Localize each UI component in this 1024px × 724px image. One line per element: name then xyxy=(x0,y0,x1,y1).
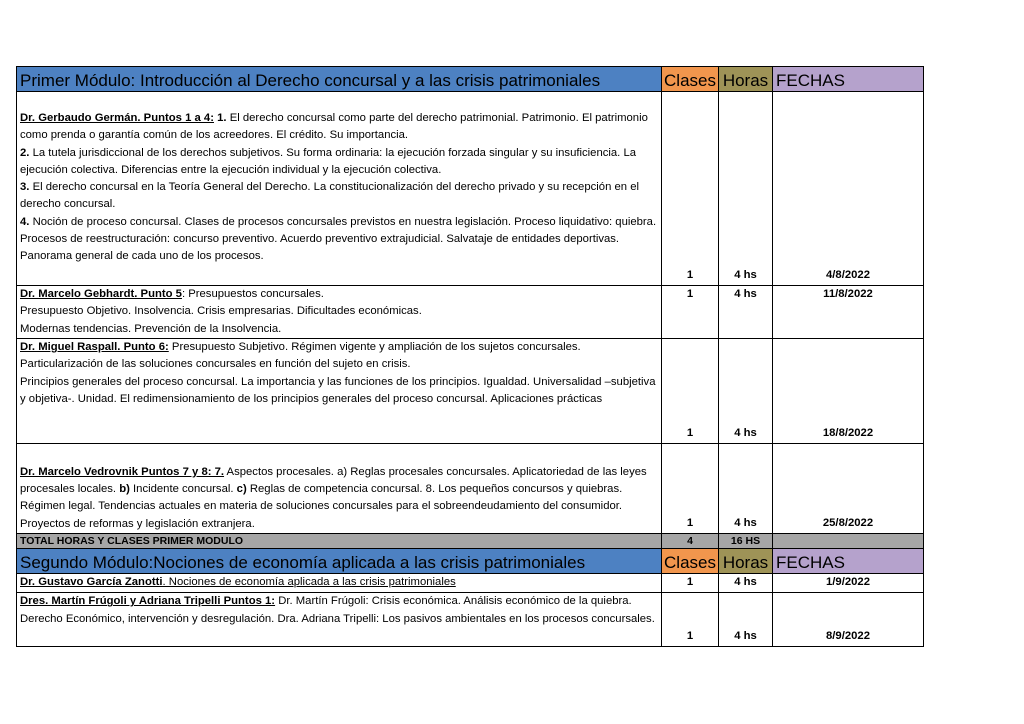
row-description: Dr. Marcelo Vedrovnik Puntos 7 y 8: 7. Aspectos procesales. a) Reglas procesales concursales. Aplicatoriedad de las leyes procesales locales. b) Incidente concursal. c) Reglas de competencia concursal. 8. Los pequeños concursos y quiebras. Régimen legal. Tendencias actuales en materia de soluciones concursales para el sobreendeudamiento del consumidor. Proyectos de reformas y legislación extranjera. xyxy=(17,444,662,534)
speaker-name: Dr. Gustavo García Zanotti xyxy=(20,576,163,588)
module2-horas-header: Horas xyxy=(719,549,773,574)
clases-cell: 1 xyxy=(662,339,719,444)
module2-fechas-header: FECHAS xyxy=(773,549,924,574)
speaker-name: Dr. Marcelo Vedrovnik Puntos 7 y 8: 7. xyxy=(20,465,225,478)
schedule-table xyxy=(16,66,924,647)
horas-cell: 4 hs xyxy=(719,593,773,647)
table-row xyxy=(17,286,924,339)
module1-title: Primer Módulo: Introducción al Derecho concursal y a las crisis patrimoniales xyxy=(17,67,662,92)
horas-cell: 4 hs xyxy=(719,339,773,444)
horas-cell: 4 hs xyxy=(719,574,773,593)
fecha-cell: 1/9/2022 xyxy=(773,574,924,593)
fecha-cell: 8/9/2022 xyxy=(773,593,924,647)
row-description: Dr. Gustavo García Zanotti. Nociones de economía aplicada a las crisis patrimoniales xyxy=(17,574,662,593)
clases-cell: 1 xyxy=(662,286,719,339)
row-description: Dr. Gerbaudo Germán. Puntos 1 a 4: 1. El derecho concursal como parte del derecho patrimonial. Patrimonio. El patrimonio como prenda o garantía común de los acreedores. El crédito. Su importancia. 2. La tutela jurisdiccional de los derechos subjetivos. Su forma ordinaria: la ejecución forzada singular y su insuficiencia. La ejecución colectiva. Diferencias entre la ejecución individual y la ejecución colectiva. 3. El derecho concursal en la Teoría General del Derecho. La constitucionalización del derecho privado y su recepción en el derecho concursal. 4. Noción de proceso concursal. Clases de procesos concursales previstos en nuestra legislación. Proceso liquidativo: quiebra. Procesos de reestructuración: concurso preventivo. Acuerdo preventivo extrajudicial. Salvataje de entidades deportivas. Panorama general de cada uno de los procesos. xyxy=(17,92,662,286)
table-row xyxy=(17,339,924,444)
module2-header-row xyxy=(17,549,924,574)
total-horas: 16 HS xyxy=(719,534,773,549)
clases-cell: 1 xyxy=(662,444,719,534)
table-row xyxy=(17,574,924,593)
module2-clases-header: Clases xyxy=(662,549,719,574)
module1-horas-header: Horas xyxy=(719,67,773,92)
total-fecha xyxy=(773,534,924,549)
module1-fechas-header: FECHAS xyxy=(773,67,924,92)
speaker-name: Dres. Martín Frúgoli y Adriana Tripelli Puntos 1: xyxy=(20,595,276,608)
table-row xyxy=(17,92,924,286)
total-clases: 4 xyxy=(662,534,719,549)
clases-cell: 1 xyxy=(662,593,719,647)
clases-cell: 1 xyxy=(662,574,719,593)
module2-title: Segundo Módulo:Nociones de economía aplicada a las crisis patrimoniales xyxy=(17,549,662,574)
fecha-cell: 4/8/2022 xyxy=(773,92,924,286)
total-row xyxy=(17,534,924,549)
speaker-name: Dr. Miguel Raspall. Punto 6: xyxy=(20,341,169,353)
module1-clases-header: Clases xyxy=(662,67,719,92)
fecha-cell: 18/8/2022 xyxy=(773,339,924,444)
speaker-name: Dr. Marcelo Gebhardt. Punto 5 xyxy=(20,288,182,300)
table-row xyxy=(17,444,924,534)
horas-cell: 4 hs xyxy=(719,444,773,534)
fecha-cell: 11/8/2022 xyxy=(773,286,924,339)
fecha-cell: 25/8/2022 xyxy=(773,444,924,534)
row-description: Dr. Miguel Raspall. Punto 6: Presupuesto Subjetivo. Régimen vigente y ampliación de los sujetos concursales. Particularización de las soluciones concursales en función del sujeto en crisis. Principios generales del proceso concursal. La importancia y las funciones de los principios. Igualdad. Universalidad –subjetiva y objetiva-. Unidad. El redimensionamiento de los principios generales del proceso concursal. Aplicaciones prácticas xyxy=(17,339,662,444)
total-label: TOTAL HORAS Y CLASES PRIMER MODULO xyxy=(17,534,662,549)
row-description: Dres. Martín Frúgoli y Adriana Tripelli Puntos 1: Dr. Martín Frúgoli: Crisis económica. Análisis económico de la quiebra. Derecho Económico, intervención y desregulación. Dra. Adriana Tripelli: Los pasivos ambientales en los procesos concursales. xyxy=(17,593,662,647)
module1-header-row xyxy=(17,67,924,92)
horas-cell: 4 hs xyxy=(719,92,773,286)
speaker-name: Dr. Gerbaudo Germán. Puntos 1 a 4: xyxy=(20,112,214,124)
row-description: Dr. Marcelo Gebhardt. Punto 5: Presupuestos concursales. Presupuesto Objetivo. Insolvencia. Crisis empresarias. Dificultades económicas. Modernas tendencias. Prevención de la Insolvencia. xyxy=(17,286,662,339)
clases-cell: 1 xyxy=(662,92,719,286)
horas-cell: 4 hs xyxy=(719,286,773,339)
table-row xyxy=(17,593,924,647)
